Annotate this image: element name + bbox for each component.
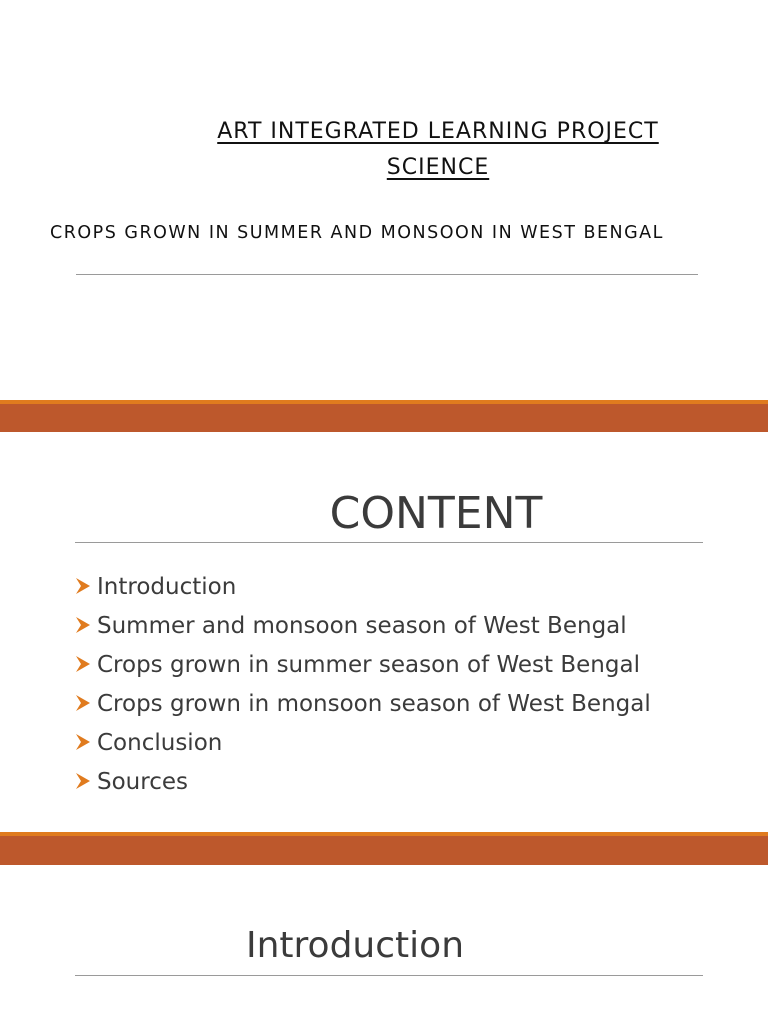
arrowhead-bullet-icon (75, 772, 91, 790)
list-item (75, 769, 725, 796)
slide-separator-band (0, 832, 768, 865)
project-title-line2: SCIENCE (386, 155, 490, 180)
content-list (75, 574, 725, 808)
project-title (188, 114, 688, 186)
slide-title (0, 0, 768, 400)
list-item (75, 613, 725, 640)
arrowhead-bullet-icon (75, 616, 91, 634)
separator-fill (0, 836, 768, 865)
introduction-heading: Introduction (246, 925, 465, 966)
project-subtitle: CROPS GROWN IN SUMMER AND MONSOON IN WEST BENGAL (50, 223, 664, 243)
list-item (75, 574, 725, 601)
project-title-line1: ART INTEGRATED LEARNING PROJECT (217, 119, 659, 144)
content-heading: CONTENT (329, 488, 543, 539)
list-item-label: Crops grown in summer season of West Bengal (97, 652, 640, 678)
content-divider (75, 542, 703, 543)
list-item-label: Introduction (97, 574, 237, 600)
title-divider (76, 274, 698, 275)
arrowhead-bullet-icon (75, 655, 91, 673)
slide-introduction (0, 865, 768, 1024)
arrowhead-bullet-icon (75, 733, 91, 751)
separator-fill (0, 404, 768, 432)
arrowhead-bullet-icon (75, 694, 91, 712)
list-item-label: Sources (97, 769, 188, 795)
introduction-divider (75, 975, 703, 976)
slide-separator-band (0, 400, 768, 432)
list-item-label: Conclusion (97, 730, 223, 756)
list-item-label: Crops grown in monsoon season of West Bengal (97, 691, 651, 717)
list-item (75, 691, 725, 718)
slide-content (0, 432, 768, 832)
list-item (75, 652, 725, 679)
list-item (75, 730, 725, 757)
arrowhead-bullet-icon (75, 577, 91, 595)
list-item-label: Summer and monsoon season of West Bengal (97, 613, 627, 639)
